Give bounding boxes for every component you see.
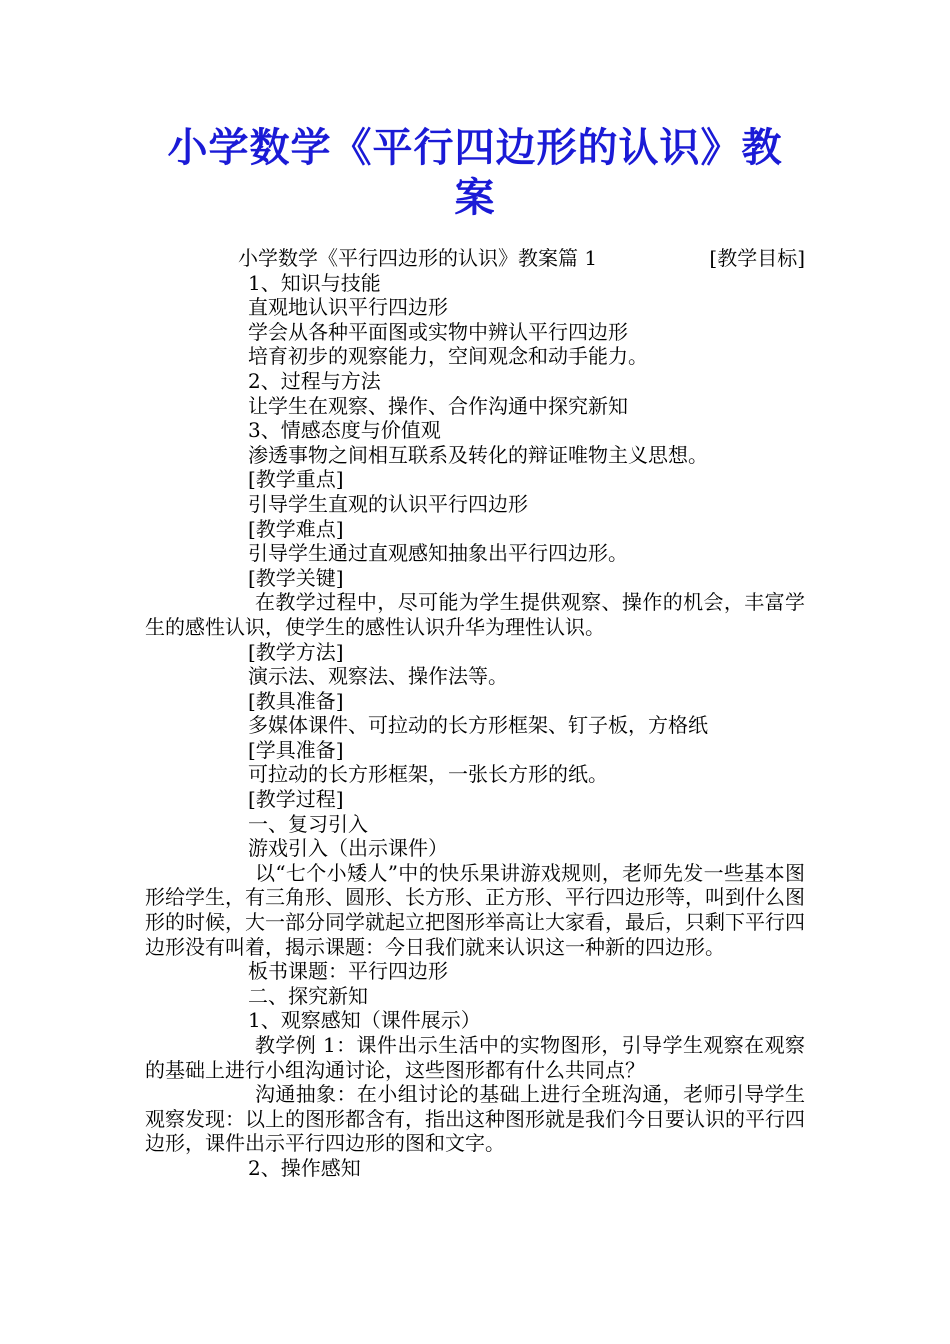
body-line: 板书课题：平行四边形	[248, 959, 448, 984]
section-heading	[145, 246, 805, 271]
body-line: 一、复习引入	[248, 811, 368, 836]
body-line: 2、操作感知	[248, 1155, 361, 1180]
body-line: 多媒体课件、可拉动的长方形框架、钉子板，方格纸	[248, 713, 708, 738]
body-line: 培育初步的观察能力，空间观念和动手能力。	[248, 344, 648, 369]
lesson-heading: 小学数学《平行四边形的认识》教案篇 1	[238, 246, 598, 270]
body-line: 直观地认识平行四边形	[248, 295, 448, 320]
body-line: [教学方法]	[248, 639, 344, 664]
body-line: 演示法、观察法、操作法等。	[248, 664, 508, 689]
paragraph-abstract: 沟通抽象：在小组讨论的基础上进行全班沟通，老师引导学生观察发现：以上的图形都含有，指出这种图形就是我们今日要认识的平行四边形，课件出示平行四边形的图和文字。	[145, 1082, 805, 1156]
paragraph-example: 教学例 1：课件出示生活中的实物图形，引导学生观察在观察的基础上进行小组沟通讨论，这些图形都有什么共同点？	[145, 1033, 805, 1082]
document-title	[120, 123, 830, 223]
body-line: [教学关键]	[248, 565, 344, 590]
body-line: 让学生在观察、操作、合作沟通中探究新知	[248, 393, 628, 418]
title-line-2: 案	[454, 175, 496, 221]
body-line: [学具准备]	[248, 737, 344, 762]
body-line: 渗透事物之间相互联系及转化的辩证唯物主义思想。	[248, 442, 708, 467]
body-line: [教学过程]	[248, 787, 344, 812]
objectives-tag: [教学目标]	[709, 246, 805, 270]
body-line: [教学难点]	[248, 516, 344, 541]
document-body	[145, 246, 805, 1181]
body-line: 二、探究新知	[248, 983, 368, 1008]
body-line: 1、知识与技能	[248, 270, 381, 295]
paragraph-key: 在教学过程中，尽可能为学生提供观察、操作的机会，丰富学生的感性认识，使学生的感性认识升华为理性认识。	[145, 590, 805, 639]
body-line: 引导学生通过直观感知抽象出平行四边形。	[248, 541, 628, 566]
body-line: 2、过程与方法	[248, 368, 381, 393]
body-line: 引导学生直观的认识平行四边形	[248, 491, 528, 516]
body-line: 3、情感态度与价值观	[248, 418, 441, 443]
body-line: 可拉动的长方形框架，一张长方形的纸。	[248, 762, 608, 787]
body-line: 1、观察感知（课件展示）	[248, 1008, 481, 1033]
title-line-1: 小学数学《平行四边形的认识》教	[167, 125, 783, 171]
paragraph-game: 以“七个小矮人”中的快乐果讲游戏规则，老师先发一些基本图形给学生，有三角形、圆形、长方形、正方形、平行四边形等，叫到什么图形的时候，大一部分同学就起立把图形举高让大家看，最后，只剩下平行四边形没有叫着，揭示课题：今日我们就来认识这一种新的四边形。	[145, 860, 805, 959]
body-line: 游戏引入（出示课件）	[248, 836, 448, 861]
body-line: [教具准备]	[248, 688, 344, 713]
body-line: 学会从各种平面图或实物中辨认平行四边形	[248, 319, 628, 344]
body-line: [教学重点]	[248, 467, 344, 492]
